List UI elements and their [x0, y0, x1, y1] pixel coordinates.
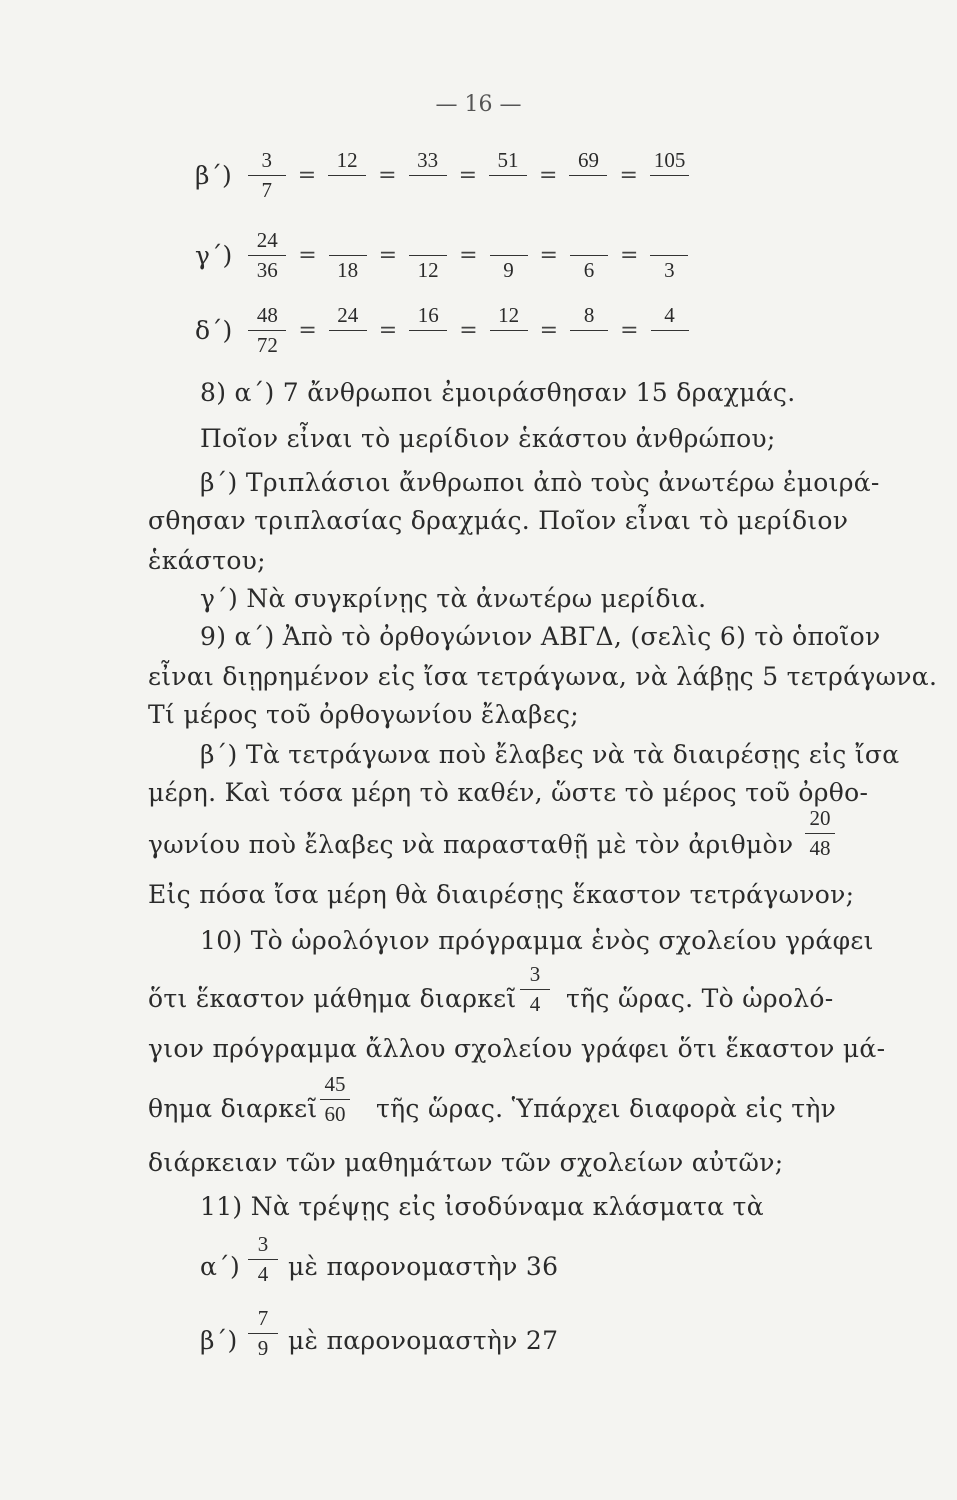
- numerator: 24: [248, 230, 286, 256]
- equals-sign: =: [378, 318, 398, 343]
- numerator: [329, 230, 367, 256]
- problem-8b-end: ἑκάστου;: [148, 546, 266, 575]
- fraction: [329, 230, 367, 281]
- fraction-20-48: $\frac{20}{48}$: [805, 808, 835, 859]
- problem-9a-cont: εἶναι διῃρημένον εἰς ἴσα τετράγωνα, νὰ λάβῃς 5 τετράγωνα.: [148, 662, 938, 691]
- equals-sign: =: [459, 318, 478, 343]
- problem-11a-label: α΄): [200, 1252, 241, 1281]
- denominator: 9: [503, 258, 514, 282]
- problem-10-cont-b: τῆς ὥρας. Τὸ ὡρολό-: [566, 984, 834, 1013]
- equals-sign: =: [619, 243, 639, 268]
- denominator: 12: [417, 258, 439, 282]
- problem-10-cont3-b: τῆς ὥρας. Ὑπάρχει διαφορὰ εἰς τὴν: [376, 1094, 837, 1123]
- equals-sign: =: [619, 163, 638, 188]
- fraction: [490, 305, 528, 356]
- numerator: 33: [409, 150, 447, 176]
- problem-9b-cont2: γωνίου ποὺ ἔλαβες νὰ παρασταθῇ μὲ τὸν ἀριθμὸν: [148, 830, 794, 859]
- equals-sign: =: [458, 163, 478, 188]
- fraction: [248, 230, 286, 281]
- row-label: γ΄): [195, 241, 233, 270]
- problem-8a: 8) α΄) 7 ἄνθρωποι ἐμοιράσθησαν 15 δραχμάς.: [200, 378, 796, 407]
- fraction: [248, 305, 286, 356]
- problem-11a-text: μὲ παρονομαστὴν 36: [288, 1252, 559, 1281]
- denominator: [329, 331, 367, 356]
- equals-sign: =: [378, 163, 397, 188]
- fraction: [650, 150, 690, 201]
- equals-sign: =: [539, 243, 558, 268]
- denominator: 3: [664, 258, 675, 282]
- fraction: [409, 150, 447, 201]
- numerator: 12: [490, 305, 528, 331]
- numerator: [650, 230, 688, 256]
- denominator: [409, 176, 447, 201]
- fraction: [651, 305, 689, 356]
- numerator: 4: [651, 305, 689, 331]
- denominator: [489, 176, 527, 201]
- numerator: 16: [409, 305, 447, 331]
- fraction: [490, 230, 528, 281]
- denominator: [569, 176, 607, 201]
- equals-sign: =: [620, 318, 639, 343]
- denominator: [328, 176, 366, 201]
- denominator: [651, 331, 689, 356]
- problem-9b-question: Εἰς πόσα ἴσα μέρη θὰ διαιρέσῃς ἕκαστον τετράγωνον;: [148, 880, 855, 909]
- numerator: 105: [650, 150, 690, 176]
- problem-10-cont2: γιον πρόγραμμα ἄλλου σχολείου γράφει ὅτι ἕκαστον μά-: [148, 1034, 886, 1063]
- denominator: [409, 331, 447, 356]
- equals-sign: =: [378, 243, 398, 268]
- numerator: 69: [569, 150, 607, 176]
- problem-9b-cont: μέρη. Καὶ τόσα μέρη τὸ καθέν, ὥστε τὸ μέρος τοῦ ὀρθο-: [148, 778, 869, 807]
- problem-10-cont: ὅτι ἕκαστον μάθημα διαρκεῖ: [148, 984, 517, 1013]
- fraction-11b: $\frac{7}{9}$: [248, 1308, 278, 1359]
- fraction-row: [195, 150, 691, 201]
- problem-9a: 9) α΄) Ἀπὸ τὸ ὀρθογώνιον ΑΒΓΔ, (σελὶς 6) τὸ ὁποῖον: [200, 622, 881, 651]
- denominator: 7: [261, 178, 272, 202]
- denominator: [490, 331, 528, 356]
- equals-sign: =: [539, 163, 558, 188]
- numerator: 51: [489, 150, 527, 176]
- equals-sign: =: [539, 318, 559, 343]
- numerator: 24: [329, 305, 367, 331]
- row-label: δ΄): [195, 316, 233, 345]
- problem-8b-cont: σθησαν τριπλασίας δραχμάς. Ποῖον εἶναι τὸ μερίδιον: [148, 506, 849, 535]
- fraction: [329, 305, 367, 356]
- numerator: [409, 230, 447, 256]
- denominator: 6: [583, 258, 595, 282]
- fraction: [409, 230, 447, 281]
- equals-sign: =: [297, 163, 317, 188]
- page-number: — 16 —: [435, 92, 522, 117]
- denominator: 36: [256, 258, 278, 282]
- problem-11: 11) Νὰ τρέψῃς εἰς ἰσοδύναμα κλάσματα τὰ: [200, 1192, 764, 1221]
- fraction: [570, 230, 608, 281]
- equals-sign: =: [459, 243, 478, 268]
- fraction: [409, 305, 447, 356]
- numerator: 3: [248, 150, 286, 176]
- fraction-11a: $\frac{3}{4}$: [248, 1234, 278, 1285]
- problem-10: 10) Τὸ ὡρολόγιον πρόγραμμα ἑνὸς σχολείου γράφει: [200, 926, 874, 955]
- numerator: 12: [328, 150, 366, 176]
- denominator: 72: [256, 333, 278, 357]
- equals-sign: =: [298, 243, 317, 268]
- problem-11b-text: μὲ παρονομαστὴν 27: [288, 1326, 559, 1355]
- problem-8b: β΄) Τριπλάσιοι ἄνθρωποι ἀπὸ τοὺς ἀνωτέρω ἐμοιρά-: [200, 468, 880, 497]
- fraction: [650, 230, 688, 281]
- fraction-45-60: $\frac{45}{60}$: [320, 1074, 350, 1125]
- denominator: [570, 331, 608, 356]
- fraction-row: [195, 305, 691, 356]
- numerator: [570, 230, 608, 256]
- problem-10-question: διάρκειαν τῶν μαθημάτων τῶν σχολείων αὐτῶν;: [148, 1148, 784, 1177]
- fraction-3-4: $\frac{3}{4}$: [520, 964, 550, 1015]
- denominator: 18: [337, 258, 359, 282]
- fraction: [248, 150, 286, 201]
- problem-8a-question: Ποῖον εἶναι τὸ μερίδιον ἑκάστου ἀνθρώπου;: [200, 424, 776, 453]
- fraction-row: [195, 230, 690, 281]
- problem-9b: β΄) Τὰ τετράγωνα ποὺ ἔλαβες νὰ τὰ διαιρέσῃς εἰς ἴσα: [200, 740, 900, 769]
- numerator: [490, 230, 528, 256]
- denominator: [651, 176, 689, 201]
- row-label: β΄): [195, 161, 232, 190]
- fraction: [328, 150, 366, 201]
- problem-9a-question: Τί μέρος τοῦ ὀρθογωνίου ἔλαβες;: [148, 700, 579, 729]
- problem-10-cont3: θημα διαρκεῖ: [148, 1094, 318, 1123]
- problem-11b-label: β΄): [200, 1326, 238, 1355]
- equals-sign: =: [298, 318, 317, 343]
- numerator: 48: [248, 305, 286, 331]
- fraction: [570, 305, 608, 356]
- problem-8c: γ΄) Νὰ συγκρίνῃς τὰ ἀνωτέρω μερίδια.: [200, 584, 707, 613]
- fraction: [489, 150, 527, 201]
- fraction: [569, 150, 607, 201]
- numerator: 8: [570, 305, 608, 331]
